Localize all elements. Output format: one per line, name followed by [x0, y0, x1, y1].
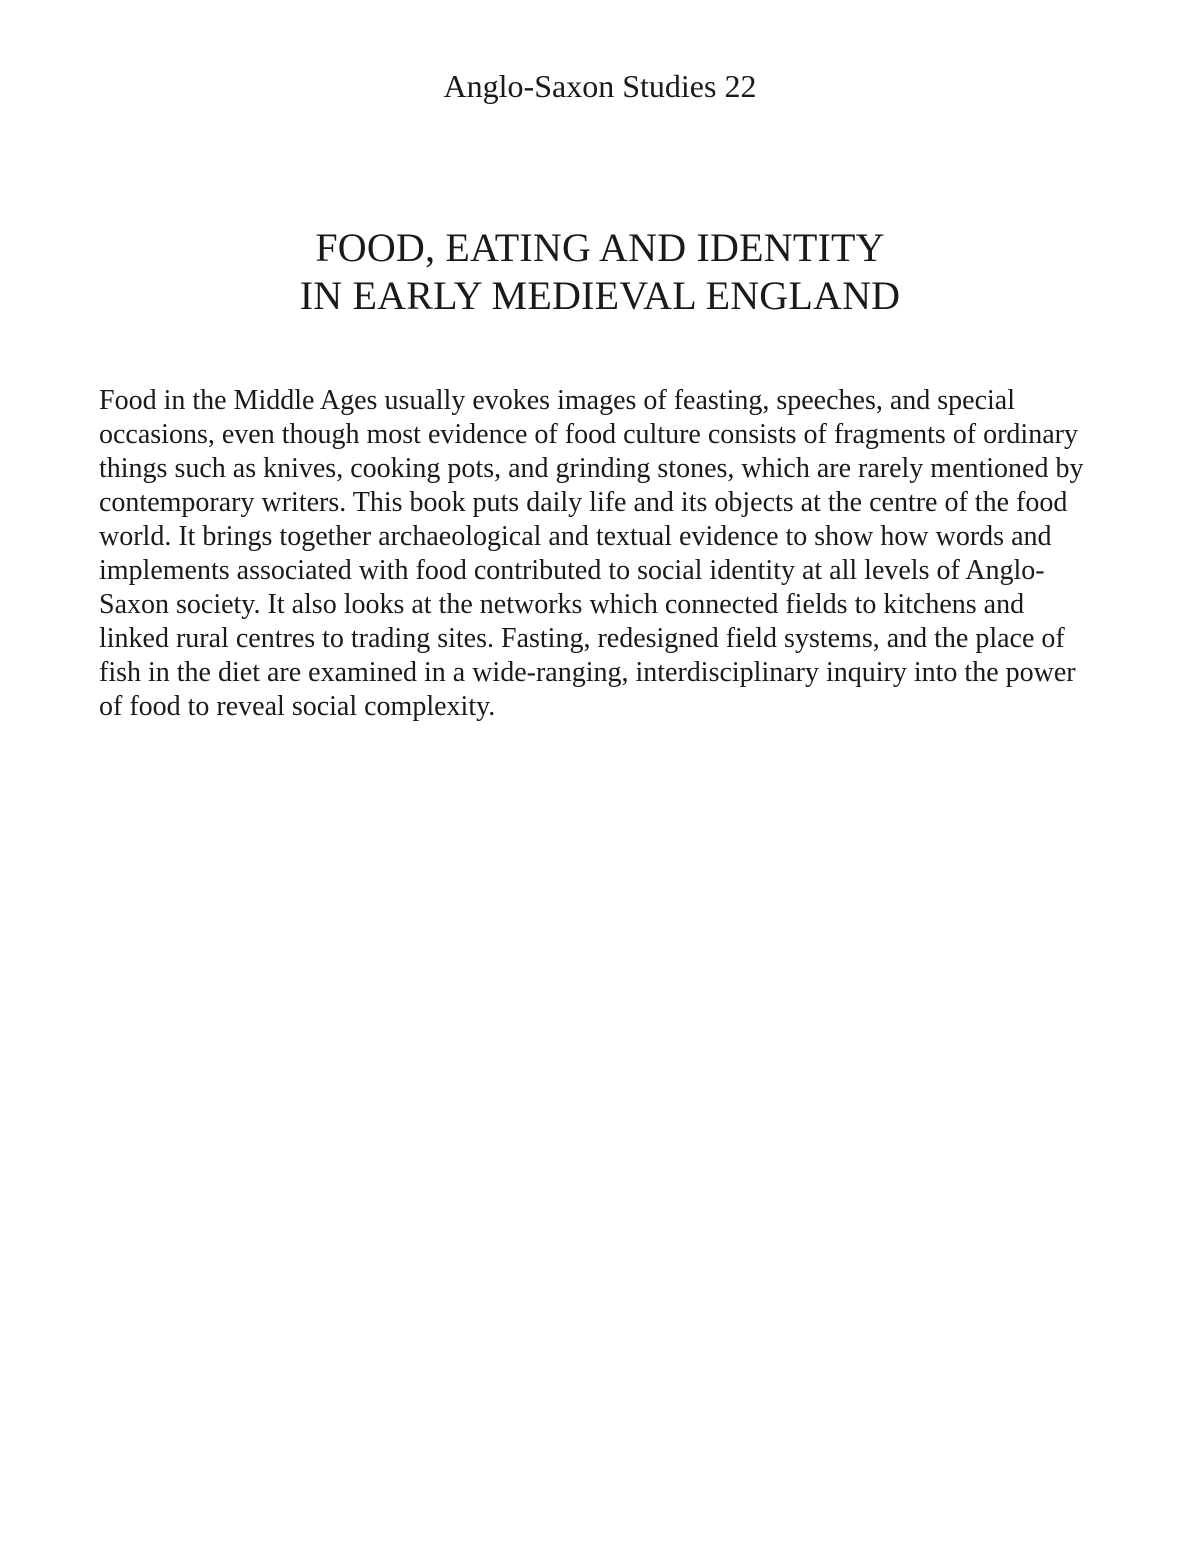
- description-line: Food in the Middle Ages usually evokes images of feasting, speeches, and special: [99, 385, 1016, 416]
- description-line: fish in the diet are examined in a wide-ranging, interdisciplinary inquiry into the power: [99, 657, 1076, 688]
- book-title: [0, 224, 1200, 320]
- description-line: occasions, even though most evidence of food culture consists of fragments of ordinary: [99, 419, 1078, 450]
- series-title: Anglo-Saxon Studies 22: [443, 68, 757, 104]
- description-line: contemporary writers. This book puts daily life and its objects at the centre of the food: [99, 487, 1068, 518]
- description-line: implements associated with food contributed to social identity at all levels of Anglo-: [99, 555, 1045, 586]
- book-title-line-2: IN EARLY MEDIEVAL ENGLAND: [299, 273, 901, 318]
- book-description: [99, 384, 1099, 724]
- description-line: linked rural centres to trading sites. Fasting, redesigned field systems, and the place of: [99, 623, 1065, 654]
- description-line: world. It brings together archaeological and textual evidence to show how words and: [99, 521, 1052, 552]
- book-title-line-1: FOOD, EATING AND IDENTITY: [315, 225, 885, 270]
- description-line: of food to reveal social complexity.: [99, 691, 496, 722]
- description-line: Saxon society. It also looks at the networks which connected fields to kitchens and: [99, 589, 1025, 620]
- description-line: things such as knives, cooking pots, and grinding stones, which are rarely mentioned by: [99, 453, 1084, 484]
